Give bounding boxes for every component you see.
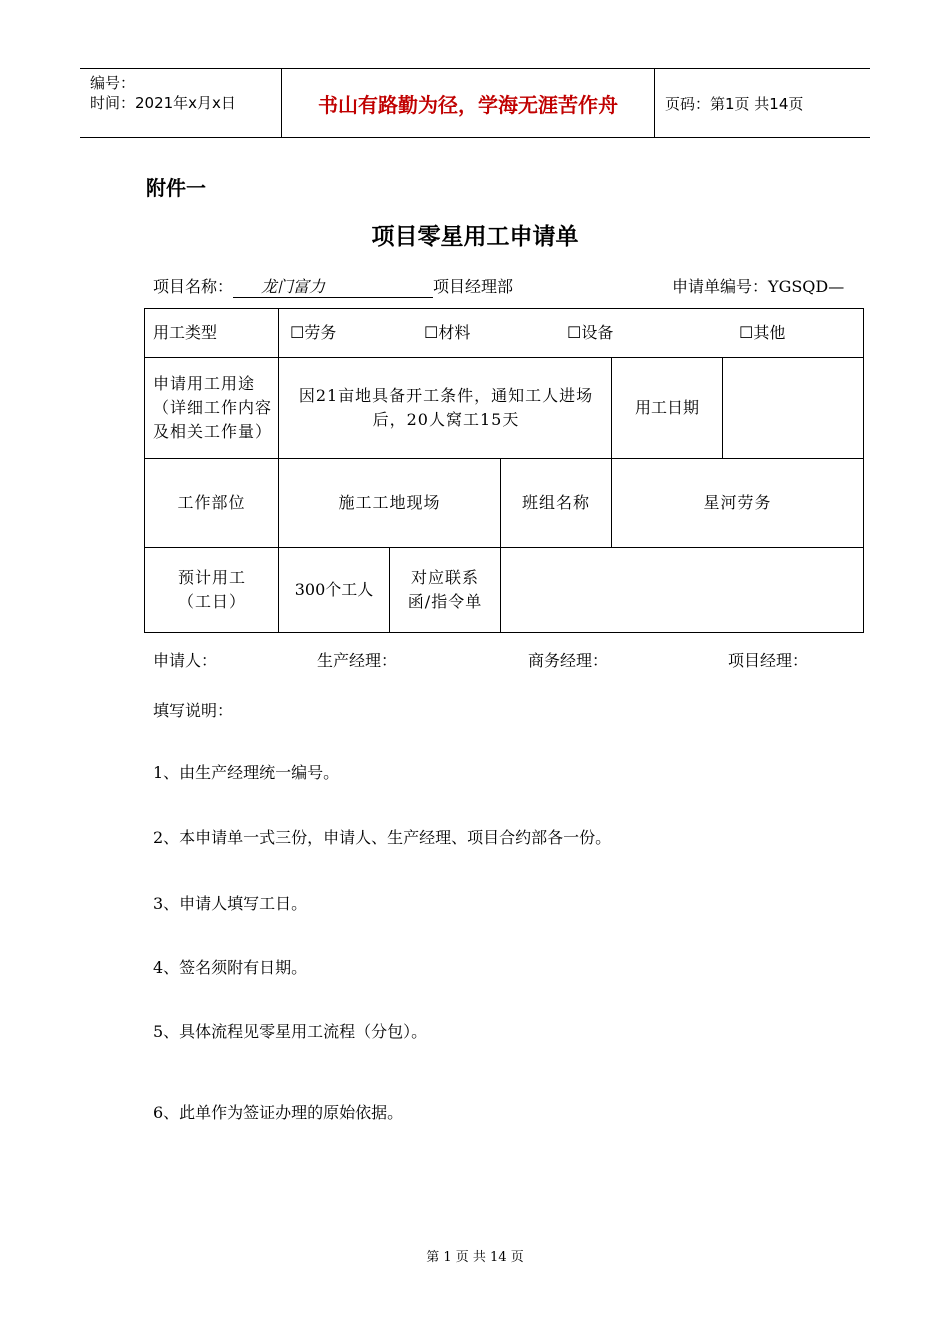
note-item: 3、申请人填写工日。 <box>153 894 308 913</box>
application-table <box>144 308 864 633</box>
estimate-value: 300个工人 <box>294 580 374 599</box>
note-item: 5、具体流程见零星用工流程（分包）。 <box>153 1022 428 1041</box>
project-name-value: 龙门富力 <box>233 274 433 298</box>
option-equipment[interactable]: ☐设备 <box>567 322 614 342</box>
estimate-label: 预计用工（工日） <box>177 568 246 611</box>
signature-business-manager: 商务经理： <box>528 651 609 670</box>
location-label: 工作部位 <box>177 493 246 512</box>
team-value: 星河劳务 <box>703 493 772 512</box>
team-label: 班组名称 <box>521 493 590 512</box>
attachment-label: 附件一 <box>146 176 206 200</box>
labor-type-label: 用工类型 <box>153 322 218 342</box>
note-item: 2、本申请单一式三份，申请人、生产经理、项目合约部各一份。 <box>153 828 612 847</box>
signature-applicant: 申请人： <box>153 651 218 670</box>
project-name <box>153 274 513 298</box>
purpose-value: 因21亩地具备开工条件，通知工人进场后，20人窝工15天 <box>298 386 594 429</box>
note-item: 1、由生产经理统一编号。 <box>153 763 340 782</box>
page-footer: 第 1 页 共 14 页 <box>426 1250 524 1265</box>
form-title: 项目零星用工申请单 <box>371 224 579 250</box>
header-divider <box>654 69 655 137</box>
note-item: 6、此单作为签证办理的原始依据。 <box>153 1103 404 1122</box>
letter-label: 对应联系函/指令单 <box>407 568 483 611</box>
date-value[interactable] <box>723 358 863 458</box>
purpose-label: 申请用工用途（详细工作内容及相关工作量） <box>153 374 273 441</box>
page-header <box>80 68 870 138</box>
header-motto: 书山有路勤为径，学海无涯苦作舟 <box>318 92 618 117</box>
location-value: 施工工地现场 <box>338 493 441 512</box>
letter-value[interactable] <box>501 548 863 632</box>
header-page-info: 页码：第1页 共14页 <box>665 95 804 113</box>
header-left <box>90 73 236 113</box>
note-item: 4、签名须附有日期。 <box>153 958 308 977</box>
notes-title: 填写说明： <box>153 701 234 720</box>
project-name-label: 项目名称： <box>153 277 234 296</box>
option-material[interactable]: ☐材料 <box>424 322 471 342</box>
form-number: 申请单编号：YGSQD— <box>672 277 845 296</box>
signature-project-manager: 项目经理： <box>728 651 809 670</box>
signature-production-manager: 生产经理： <box>317 651 398 670</box>
date-label: 用工日期 <box>634 398 699 417</box>
time-label: 时间：2021年x月x日 <box>90 94 236 112</box>
number-label: 编号： <box>90 74 136 92</box>
department: 项目经理部 <box>433 277 514 296</box>
option-other[interactable]: ☐其他 <box>739 322 786 342</box>
option-labor[interactable]: ☐劳务 <box>290 322 337 342</box>
